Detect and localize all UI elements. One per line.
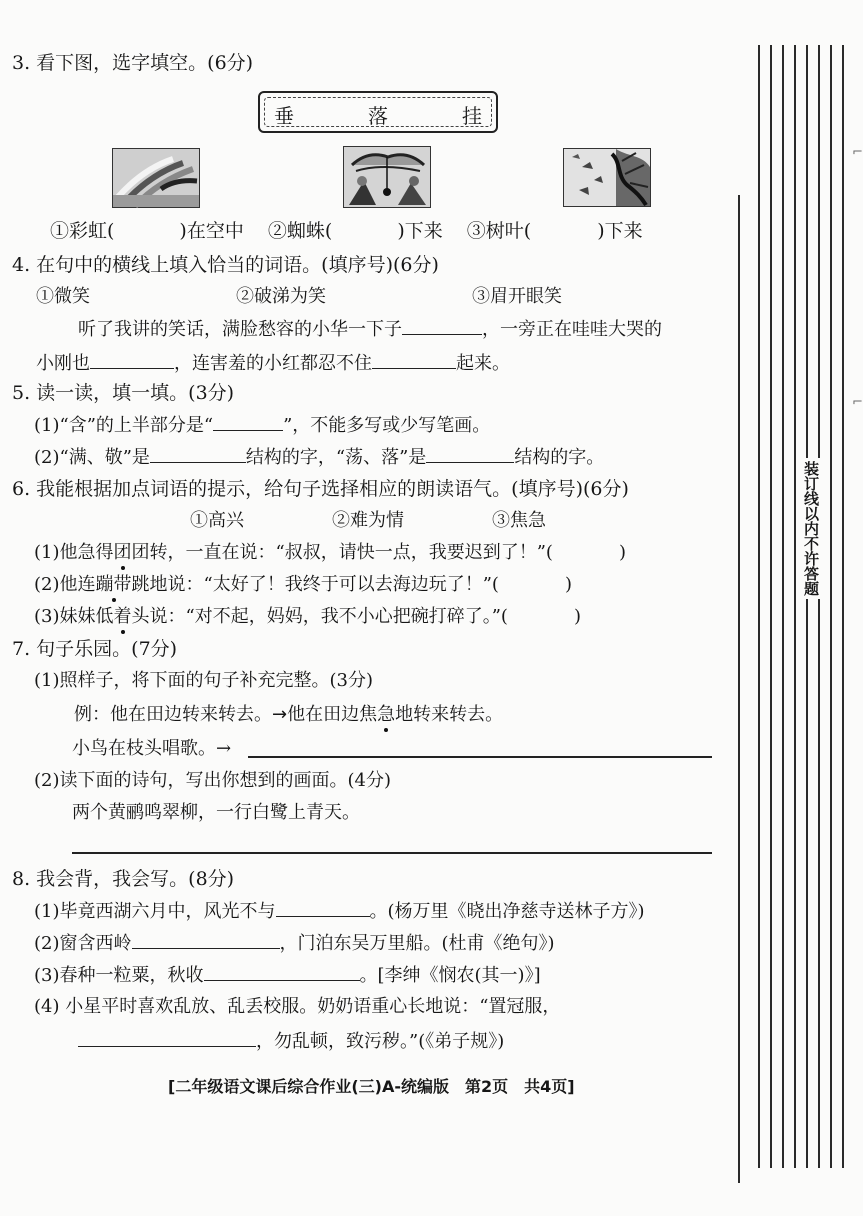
q5-sub-2-text-a: (2)“满、敬”是 [34, 447, 150, 468]
q5-sub-2 [34, 444, 604, 471]
q7-title: 7. 句子乐园。(7分) [12, 638, 178, 660]
q4-option-1: ①微笑 [36, 286, 90, 307]
q8-sub-3 [34, 962, 541, 989]
q6-s1-close: ) [618, 542, 626, 563]
q5-sub-2-text-b: 结构的字，“荡、落”是 [245, 447, 427, 468]
q8-s1-a: (1)毕竟西湖六月中，风光不与 [34, 901, 276, 922]
q6-s2-dotted-word: 连蹦带跳 [77, 574, 150, 595]
q8-sub-2 [34, 930, 555, 957]
page-footer: [二年级语文课后综合作业(三)A-统编版 第2页 共4页] [168, 1077, 575, 1096]
q4-blank-1[interactable] [402, 316, 482, 335]
q6-title: 6. 我能根据加点词语的提示，给句子选择相应的朗读语气。(填序号)(6分) [12, 478, 629, 500]
q5-title: 5. 读一读，填一填。(3分) [12, 382, 235, 404]
q3-item-2-label: ②蜘蛛( [267, 220, 333, 242]
q6-s2-post: 地说：“太好了！我终于可以去海边玩了！”( [149, 574, 499, 595]
q8-blank-2[interactable] [132, 930, 280, 949]
q6-s3-post: 说：“对不起，妈妈，我不小心把碗打碎了。”( [149, 606, 508, 627]
q4-option-3: ③眉开眼笑 [472, 286, 562, 307]
q6-option-1: ①高兴 [190, 510, 244, 531]
q7-prompt: 小鸟在枝头唱歌。→ [72, 738, 232, 759]
q8-s3-b: 。[李绅《悯农(其一)》] [359, 965, 541, 986]
tree-leaves-picture [563, 148, 651, 207]
q4-sentence-line-1 [78, 316, 662, 343]
q7-poem: 两个黄鹂鸣翠柳，一行白鹭上青天。 [72, 802, 360, 823]
q5-sub-1-text-a: (1)“含”的上半部分是“ [34, 415, 214, 436]
word-choice-2: 落 [368, 104, 388, 128]
q3-item-1-label: ①彩虹( [50, 220, 115, 242]
q8-s2-a: (2)窗含西岭 [34, 933, 132, 954]
q8-s3-a: (3)春种一粒粟，秋收 [34, 965, 204, 986]
q6-s1-pre: (1)他 [34, 542, 78, 563]
q6-sentence-1 [34, 540, 626, 566]
q5-sub-1 [34, 412, 490, 439]
q8-sub-1 [34, 898, 645, 925]
q4-text-4: ，连害羞的小红都忍不住 [174, 353, 372, 374]
rainbow-picture [112, 148, 200, 208]
q7-sub-2: (2)读下面的诗句，写出你想到的画面。(4分) [34, 770, 391, 791]
q7-answer-line-1[interactable] [248, 756, 712, 758]
q7-answer-line-2[interactable] [72, 852, 712, 854]
q6-s1-post: ，一直在说：“叔叔，请快一点，我要迟到了！”( [167, 542, 553, 563]
word-choice-3: 挂 [462, 104, 482, 128]
q8-blank-4[interactable] [78, 1028, 256, 1047]
q4-blank-2[interactable] [90, 350, 174, 369]
q6-sentence-2 [34, 572, 572, 598]
q4-text-5: 起来。 [456, 353, 510, 374]
q3-title: 3. 看下图，选字填空。(6分) [12, 52, 254, 74]
q8-sub-4: (4) 小星平时喜欢乱放、乱丢校服。奶奶语重心长地说：“置冠服， [34, 996, 561, 1017]
q5-blank-3[interactable] [426, 444, 514, 463]
q8-sub-4-line-2 [78, 1028, 504, 1055]
q6-s2-close: ) [564, 574, 572, 595]
edge-mark-top: ⌐ [852, 145, 863, 160]
q3-item-2-end: )下来 [397, 220, 443, 242]
q6-s2-pre: (2)他 [34, 574, 78, 595]
q3-items [50, 218, 643, 244]
word-choice-box [258, 91, 498, 133]
q7-example-a: 例：他在田边转来转去。→他在田边 [74, 704, 360, 725]
q8-blank-1[interactable] [276, 898, 370, 917]
q8-s2-b: ，门泊东吴万里船。(杜甫《绝句》) [279, 933, 555, 954]
q7-example-dotted: 焦急地 [359, 704, 414, 725]
q5-blank-2[interactable] [150, 444, 246, 463]
q4-text-1: 听了我讲的笑话，满脸愁容的小华一下子 [78, 319, 402, 340]
q6-s3-dotted-word: 低着头 [95, 606, 150, 627]
q7-example-b: 转来转去。 [413, 704, 504, 725]
q5-blank-1[interactable] [213, 412, 283, 431]
q6-s3-close: ) [573, 606, 581, 627]
word-choice-1: 垂 [274, 104, 294, 128]
q8-s1-b: 。(杨万里《晓出净慈寺送林子方》) [369, 901, 645, 922]
q8-title: 8. 我会背，我会写。(8分) [12, 868, 235, 890]
q7-sub-1: (1)照样子，将下面的句子补充完整。(3分) [34, 670, 373, 691]
q4-text-3: 小刚也 [36, 353, 90, 374]
q6-s3-pre: (3)妹妹 [34, 606, 96, 627]
q8-s4-b: ，勿乱顿，致污秽。”(《弟子规》) [256, 1031, 505, 1052]
q4-text-2: ，一旁正在哇哇大哭的 [482, 319, 662, 340]
q6-option-3: ③焦急 [492, 510, 546, 531]
q7-example [74, 702, 503, 728]
q4-sentence-line-2 [36, 350, 510, 377]
spider-picture [343, 146, 431, 208]
q4-option-2: ②破涕为笑 [236, 286, 326, 307]
q3-item-1-end: )在空中 [179, 220, 244, 242]
binding-warning-label: 装订线以内不许答题 [798, 458, 822, 599]
edge-mark-middle: ⌐ [852, 395, 863, 410]
q6-sentence-3 [34, 604, 581, 630]
q3-item-3-end: )下来 [597, 220, 643, 242]
q8-blank-3[interactable] [204, 962, 360, 981]
q5-sub-1-text-b: ”，不能多写或少写笔画。 [283, 415, 491, 436]
q4-title: 4. 在句中的横线上填入恰当的词语。(填序号)(6分) [12, 254, 439, 276]
q6-s1-dotted-word: 急得团团转 [77, 542, 168, 563]
q5-sub-2-text-c: 结构的字。 [514, 447, 605, 468]
binding-margin [738, 0, 860, 1216]
q6-option-2: ②难为情 [332, 510, 404, 531]
q4-blank-3[interactable] [372, 350, 456, 369]
q3-item-3-label: ③树叶( [466, 220, 532, 242]
